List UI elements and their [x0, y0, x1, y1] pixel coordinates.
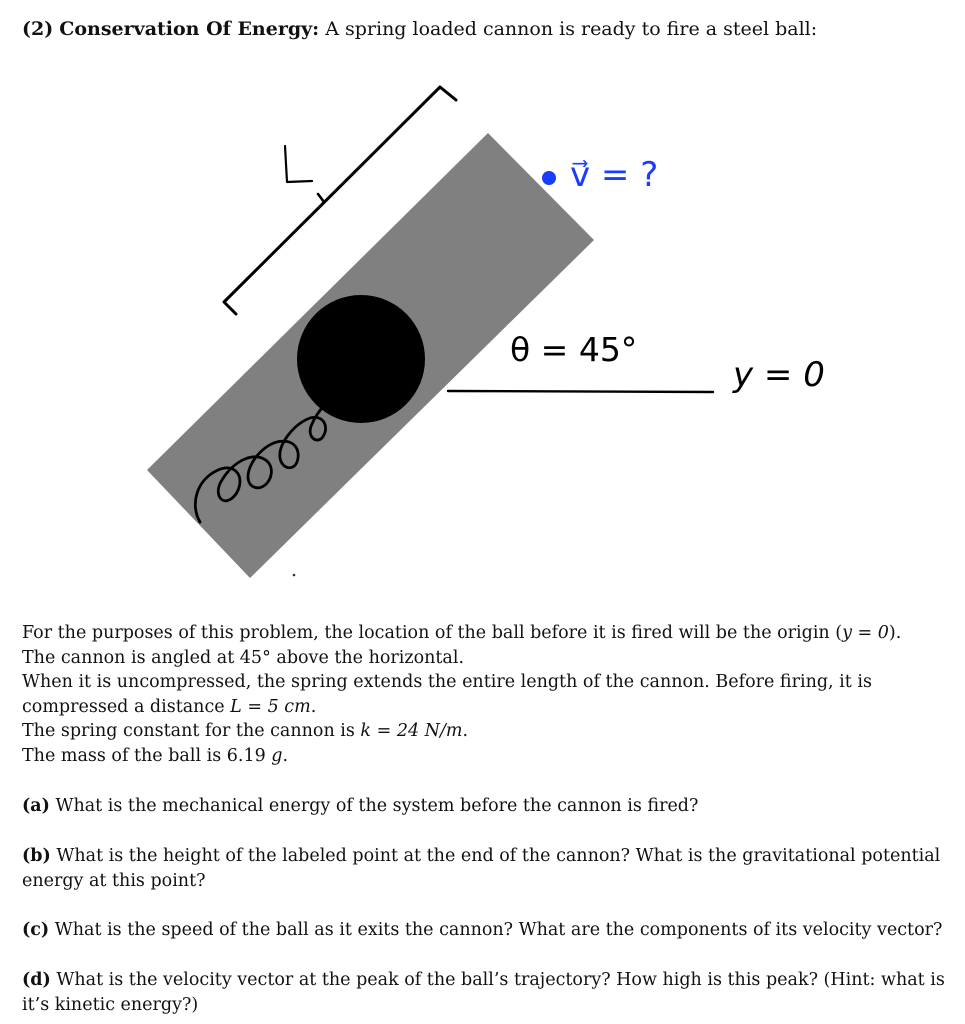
base-dot [293, 574, 296, 577]
body-paragraph-mass: The mass of the ball is 6.19 g. [22, 745, 289, 766]
question-label: (b) [22, 846, 51, 866]
velocity-label: v⃗ = ? [570, 155, 659, 195]
compression-math: L = 5 cm [230, 696, 311, 717]
body-paragraph-spring-constant: The spring constant for the cannon is k = 24 N/m. [22, 721, 469, 742]
body-paragraph-origin: For the purposes of this problem, the location of the ball before it is fired will be the origin (y = 0). [22, 623, 902, 643]
spring-constant-math: k = 24 N/m [360, 721, 463, 742]
exit-point-dot [542, 171, 556, 185]
question-label: (d) [22, 970, 51, 990]
problem-heading [22, 16, 817, 42]
angle-label: θ = 45° [510, 330, 638, 369]
problem-body [22, 621, 950, 769]
problem-topic: Conservation Of Energy: [59, 18, 320, 40]
question-text: What is the speed of the ball as it exits the cannon? What are the components of its velocity vector? [54, 920, 943, 940]
question-b [22, 844, 950, 893]
length-label-glyph [285, 146, 312, 182]
body-paragraph-angle: The cannon is angled at 45° above the horizontal. [22, 647, 465, 668]
steel-ball [297, 295, 425, 423]
problem-number: (2) [22, 18, 54, 40]
question-label: (a) [22, 796, 50, 816]
question-text: What is the height of the labeled point at the end of the cannon? What is the gravitational potential energy at this point? [22, 846, 941, 891]
length-tick [318, 194, 324, 202]
horizontal-reference-line [448, 391, 713, 392]
question-c [22, 918, 950, 943]
question-text: What is the velocity vector at the peak of the ball’s trajectory? How high is this peak? (Hint: what is it’s kinetic energy?) [22, 970, 945, 1015]
mass-unit-math: g [271, 745, 283, 766]
cannon-figure [0, 60, 965, 600]
question-a [22, 794, 950, 819]
question-label: (c) [22, 920, 50, 940]
question-d [22, 968, 950, 1017]
origin-math: y = 0 [842, 623, 889, 643]
question-text: What is the mechanical energy of the system before the cannon is fired? [55, 796, 699, 816]
body-paragraph-spring: When it is uncompressed, the spring extends the entire length of the cannon. Before firing, it is compressed a distance L = 5 cm. [22, 672, 872, 717]
problem-intro: A spring loaded cannon is ready to fire a steel ball: [325, 18, 818, 40]
origin-label: y = 0 [733, 355, 825, 395]
